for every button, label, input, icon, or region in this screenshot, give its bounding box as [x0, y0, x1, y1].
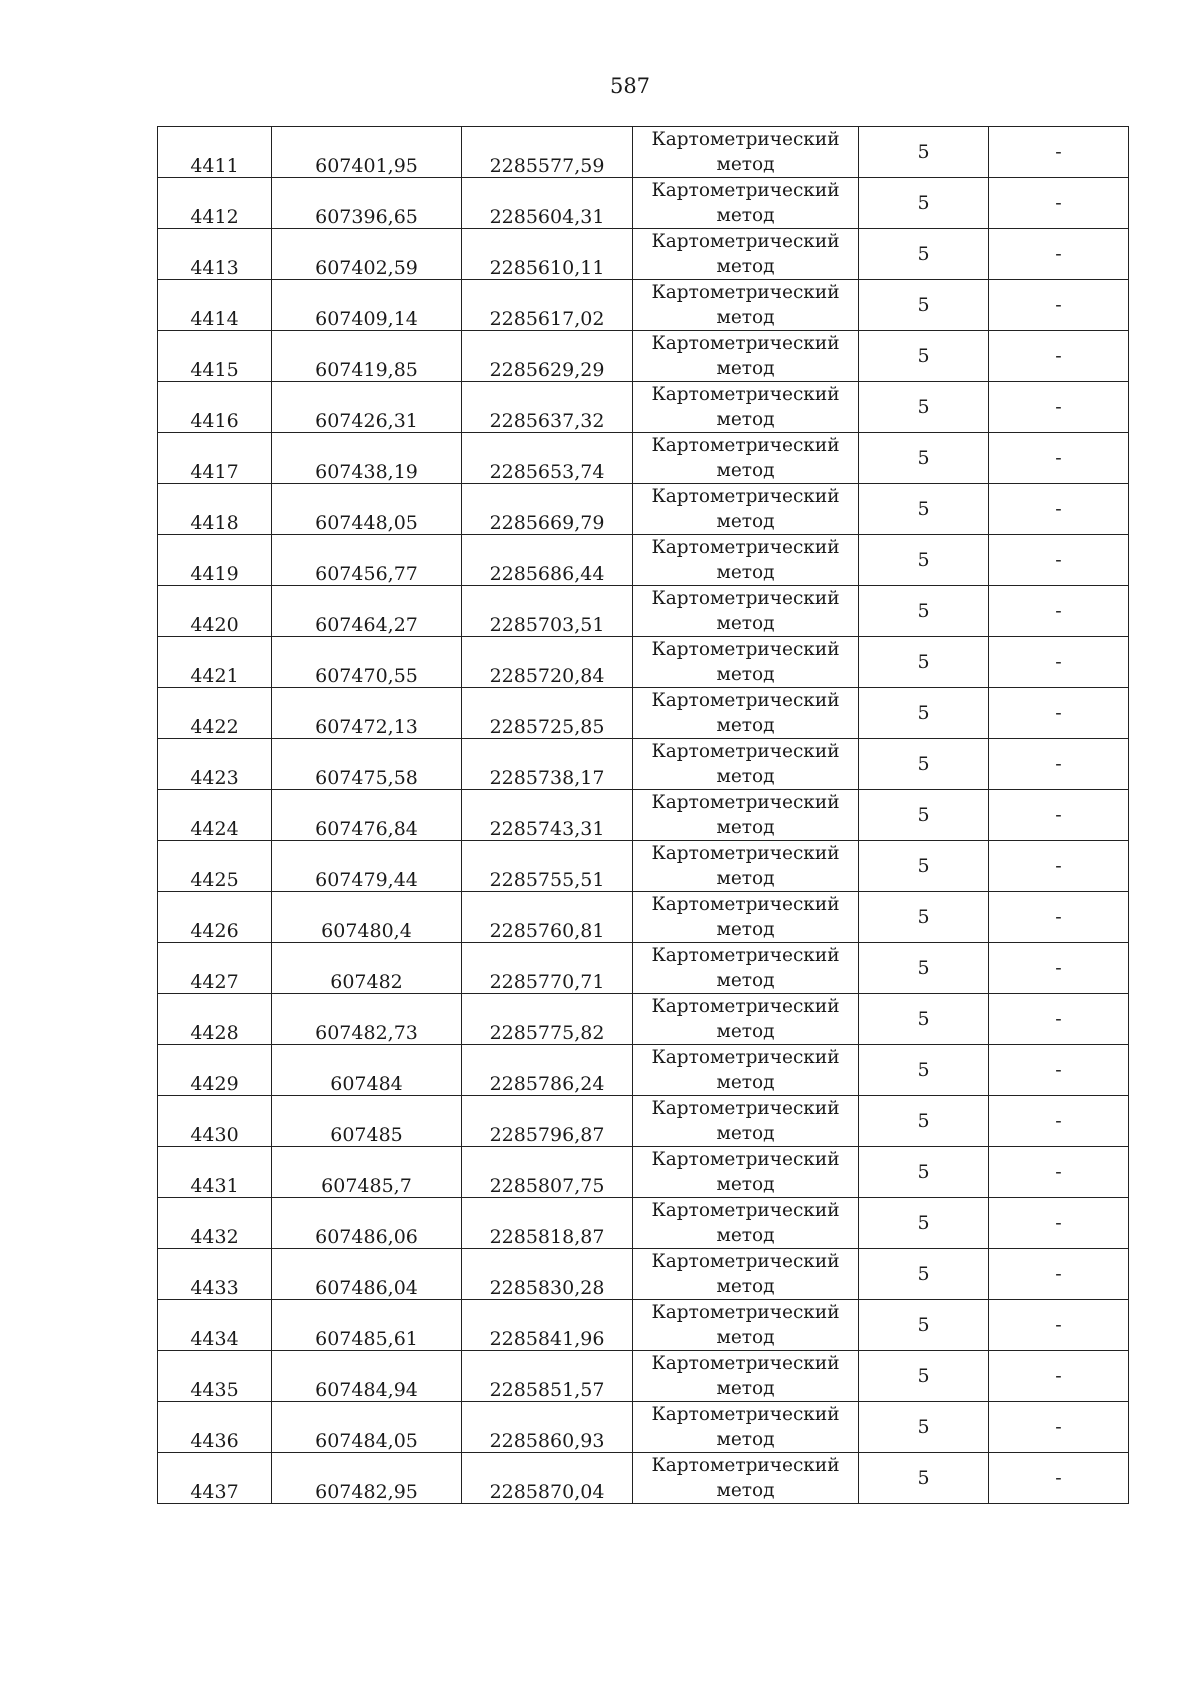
- x-coordinate-cell: 607401,95: [272, 127, 462, 178]
- method-cell: [633, 1147, 859, 1198]
- method-text: Картометрический метод: [651, 792, 840, 838]
- method-text: Картометрический метод: [651, 843, 840, 889]
- precision-cell: 5: [859, 637, 989, 688]
- y-coordinate-cell: 2285617,02: [462, 280, 633, 331]
- method-text: Картометрический метод: [651, 1251, 840, 1297]
- method-text: Картометрический метод: [651, 1353, 840, 1399]
- point-number-cell: 4435: [158, 1351, 272, 1402]
- method-text: Картометрический метод: [651, 741, 840, 787]
- precision-cell: 5: [859, 841, 989, 892]
- table-row: [158, 127, 1129, 178]
- method-cell: [633, 688, 859, 739]
- method-cell: [633, 1249, 859, 1300]
- method-text: Картометрический метод: [651, 282, 840, 328]
- precision-cell: 5: [859, 535, 989, 586]
- y-coordinate-cell: 2285629,29: [462, 331, 633, 382]
- method-cell: [633, 637, 859, 688]
- method-cell: [633, 1198, 859, 1249]
- point-number-cell: 4417: [158, 433, 272, 484]
- y-coordinate-cell: 2285743,31: [462, 790, 633, 841]
- point-number-cell: 4425: [158, 841, 272, 892]
- note-cell: -: [989, 841, 1129, 892]
- table-row: [158, 994, 1129, 1045]
- precision-cell: 5: [859, 484, 989, 535]
- x-coordinate-cell: 607485,61: [272, 1300, 462, 1351]
- x-coordinate-cell: 607486,04: [272, 1249, 462, 1300]
- method-text: Картометрический метод: [651, 588, 840, 634]
- point-number-cell: 4429: [158, 1045, 272, 1096]
- note-cell: -: [989, 790, 1129, 841]
- method-text: Картометрический метод: [651, 1200, 840, 1246]
- method-text: Картометрический метод: [651, 537, 840, 583]
- method-text: Картометрический метод: [651, 180, 840, 226]
- point-number-cell: 4421: [158, 637, 272, 688]
- point-number-cell: 4428: [158, 994, 272, 1045]
- coordinates-table: [157, 126, 1129, 1504]
- precision-cell: 5: [859, 1300, 989, 1351]
- method-cell: [633, 382, 859, 433]
- x-coordinate-cell: 607456,77: [272, 535, 462, 586]
- note-cell: -: [989, 535, 1129, 586]
- point-number-cell: 4411: [158, 127, 272, 178]
- y-coordinate-cell: 2285637,32: [462, 382, 633, 433]
- precision-cell: 5: [859, 994, 989, 1045]
- table-row: [158, 892, 1129, 943]
- point-number-cell: 4422: [158, 688, 272, 739]
- precision-cell: 5: [859, 790, 989, 841]
- table-row: [158, 637, 1129, 688]
- table-row: [158, 1249, 1129, 1300]
- note-cell: -: [989, 1096, 1129, 1147]
- point-number-cell: 4418: [158, 484, 272, 535]
- note-cell: -: [989, 382, 1129, 433]
- note-cell: -: [989, 1198, 1129, 1249]
- table-row: [158, 739, 1129, 790]
- table-row: [158, 943, 1129, 994]
- x-coordinate-cell: 607485: [272, 1096, 462, 1147]
- note-cell: -: [989, 1453, 1129, 1504]
- y-coordinate-cell: 2285725,85: [462, 688, 633, 739]
- x-coordinate-cell: 607464,27: [272, 586, 462, 637]
- method-text: Картометрический метод: [651, 1098, 840, 1144]
- precision-cell: 5: [859, 1402, 989, 1453]
- note-cell: -: [989, 739, 1129, 790]
- x-coordinate-cell: 607402,59: [272, 229, 462, 280]
- point-number-cell: 4427: [158, 943, 272, 994]
- note-cell: -: [989, 943, 1129, 994]
- y-coordinate-cell: 2285807,75: [462, 1147, 633, 1198]
- note-cell: -: [989, 1045, 1129, 1096]
- x-coordinate-cell: 607426,31: [272, 382, 462, 433]
- y-coordinate-cell: 2285760,81: [462, 892, 633, 943]
- point-number-cell: 4420: [158, 586, 272, 637]
- y-coordinate-cell: 2285577,59: [462, 127, 633, 178]
- note-cell: -: [989, 280, 1129, 331]
- y-coordinate-cell: 2285653,74: [462, 433, 633, 484]
- table-row: [158, 178, 1129, 229]
- table-row: [158, 841, 1129, 892]
- method-text: Картометрический метод: [651, 894, 840, 940]
- note-cell: -: [989, 1402, 1129, 1453]
- table-row: [158, 280, 1129, 331]
- method-cell: [633, 229, 859, 280]
- precision-cell: 5: [859, 1147, 989, 1198]
- method-cell: [633, 1045, 859, 1096]
- y-coordinate-cell: 2285669,79: [462, 484, 633, 535]
- y-coordinate-cell: 2285870,04: [462, 1453, 633, 1504]
- x-coordinate-cell: 607482: [272, 943, 462, 994]
- y-coordinate-cell: 2285860,93: [462, 1402, 633, 1453]
- method-cell: [633, 1096, 859, 1147]
- x-coordinate-cell: 607409,14: [272, 280, 462, 331]
- note-cell: -: [989, 484, 1129, 535]
- precision-cell: 5: [859, 280, 989, 331]
- table-row: [158, 484, 1129, 535]
- x-coordinate-cell: 607480,4: [272, 892, 462, 943]
- table-row: [158, 1096, 1129, 1147]
- method-cell: [633, 484, 859, 535]
- note-cell: -: [989, 637, 1129, 688]
- precision-cell: 5: [859, 229, 989, 280]
- table-row: [158, 382, 1129, 433]
- method-text: Картометрический метод: [651, 1047, 840, 1093]
- method-text: Картометрический метод: [651, 1455, 840, 1501]
- point-number-cell: 4426: [158, 892, 272, 943]
- y-coordinate-cell: 2285604,31: [462, 178, 633, 229]
- x-coordinate-cell: 607475,58: [272, 739, 462, 790]
- method-cell: [633, 943, 859, 994]
- method-text: Картометрический метод: [651, 1302, 840, 1348]
- y-coordinate-cell: 2285770,71: [462, 943, 633, 994]
- method-text: Картометрический метод: [651, 1149, 840, 1195]
- note-cell: -: [989, 994, 1129, 1045]
- point-number-cell: 4432: [158, 1198, 272, 1249]
- y-coordinate-cell: 2285786,24: [462, 1045, 633, 1096]
- table-row: [158, 790, 1129, 841]
- method-text: Картометрический метод: [651, 231, 840, 277]
- table-row: [158, 229, 1129, 280]
- method-text: Картометрический метод: [651, 486, 840, 532]
- note-cell: -: [989, 1147, 1129, 1198]
- note-cell: -: [989, 127, 1129, 178]
- point-number-cell: 4433: [158, 1249, 272, 1300]
- method-cell: [633, 433, 859, 484]
- y-coordinate-cell: 2285755,51: [462, 841, 633, 892]
- note-cell: -: [989, 1249, 1129, 1300]
- point-number-cell: 4430: [158, 1096, 272, 1147]
- method-text: Картометрический метод: [651, 690, 840, 736]
- x-coordinate-cell: 607485,7: [272, 1147, 462, 1198]
- precision-cell: 5: [859, 382, 989, 433]
- method-cell: [633, 739, 859, 790]
- precision-cell: 5: [859, 688, 989, 739]
- precision-cell: 5: [859, 331, 989, 382]
- y-coordinate-cell: 2285703,51: [462, 586, 633, 637]
- method-cell: [633, 841, 859, 892]
- method-text: Картометрический метод: [651, 333, 840, 379]
- y-coordinate-cell: 2285686,44: [462, 535, 633, 586]
- method-cell: [633, 1402, 859, 1453]
- point-number-cell: 4412: [158, 178, 272, 229]
- point-number-cell: 4415: [158, 331, 272, 382]
- method-text: Картометрический метод: [651, 996, 840, 1042]
- precision-cell: 5: [859, 127, 989, 178]
- note-cell: -: [989, 331, 1129, 382]
- x-coordinate-cell: 607472,13: [272, 688, 462, 739]
- method-cell: [633, 586, 859, 637]
- x-coordinate-cell: 607484,94: [272, 1351, 462, 1402]
- y-coordinate-cell: 2285720,84: [462, 637, 633, 688]
- x-coordinate-cell: 607482,73: [272, 994, 462, 1045]
- precision-cell: 5: [859, 1249, 989, 1300]
- method-text: Картометрический метод: [651, 435, 840, 481]
- note-cell: -: [989, 1351, 1129, 1402]
- method-text: Картометрический метод: [651, 945, 840, 991]
- precision-cell: 5: [859, 586, 989, 637]
- table-row: [158, 586, 1129, 637]
- method-cell: [633, 331, 859, 382]
- point-number-cell: 4414: [158, 280, 272, 331]
- note-cell: -: [989, 178, 1129, 229]
- table-row: [158, 535, 1129, 586]
- note-cell: -: [989, 688, 1129, 739]
- method-cell: [633, 280, 859, 331]
- note-cell: -: [989, 229, 1129, 280]
- x-coordinate-cell: 607476,84: [272, 790, 462, 841]
- note-cell: -: [989, 892, 1129, 943]
- method-text: Картометрический метод: [651, 384, 840, 430]
- method-text: Картометрический метод: [651, 639, 840, 685]
- x-coordinate-cell: 607486,06: [272, 1198, 462, 1249]
- method-cell: [633, 994, 859, 1045]
- note-cell: -: [989, 433, 1129, 484]
- note-cell: -: [989, 1300, 1129, 1351]
- method-cell: [633, 892, 859, 943]
- precision-cell: 5: [859, 1351, 989, 1402]
- y-coordinate-cell: 2285851,57: [462, 1351, 633, 1402]
- point-number-cell: 4431: [158, 1147, 272, 1198]
- method-cell: [633, 1300, 859, 1351]
- y-coordinate-cell: 2285841,96: [462, 1300, 633, 1351]
- method-cell: [633, 1453, 859, 1504]
- method-cell: [633, 178, 859, 229]
- x-coordinate-cell: 607419,85: [272, 331, 462, 382]
- precision-cell: 5: [859, 1198, 989, 1249]
- y-coordinate-cell: 2285818,87: [462, 1198, 633, 1249]
- method-cell: [633, 1351, 859, 1402]
- y-coordinate-cell: 2285830,28: [462, 1249, 633, 1300]
- y-coordinate-cell: 2285610,11: [462, 229, 633, 280]
- table-row: [158, 1300, 1129, 1351]
- precision-cell: 5: [859, 1045, 989, 1096]
- point-number-cell: 4436: [158, 1402, 272, 1453]
- point-number-cell: 4424: [158, 790, 272, 841]
- x-coordinate-cell: 607448,05: [272, 484, 462, 535]
- precision-cell: 5: [859, 943, 989, 994]
- x-coordinate-cell: 607479,44: [272, 841, 462, 892]
- x-coordinate-cell: 607484: [272, 1045, 462, 1096]
- x-coordinate-cell: 607482,95: [272, 1453, 462, 1504]
- point-number-cell: 4416: [158, 382, 272, 433]
- x-coordinate-cell: 607396,65: [272, 178, 462, 229]
- table-row: [158, 433, 1129, 484]
- table-row: [158, 1147, 1129, 1198]
- point-number-cell: 4423: [158, 739, 272, 790]
- y-coordinate-cell: 2285775,82: [462, 994, 633, 1045]
- precision-cell: 5: [859, 739, 989, 790]
- y-coordinate-cell: 2285738,17: [462, 739, 633, 790]
- precision-cell: 5: [859, 1453, 989, 1504]
- point-number-cell: 4419: [158, 535, 272, 586]
- point-number-cell: 4413: [158, 229, 272, 280]
- point-number-cell: 4434: [158, 1300, 272, 1351]
- precision-cell: 5: [859, 433, 989, 484]
- table-row: [158, 331, 1129, 382]
- point-number-cell: 4437: [158, 1453, 272, 1504]
- table-row: [158, 1198, 1129, 1249]
- method-cell: [633, 127, 859, 178]
- x-coordinate-cell: 607484,05: [272, 1402, 462, 1453]
- method-text: Картометрический метод: [651, 129, 840, 175]
- y-coordinate-cell: 2285796,87: [462, 1096, 633, 1147]
- page-number: 587: [609, 74, 651, 98]
- table-row: [158, 1045, 1129, 1096]
- table-row: [158, 1402, 1129, 1453]
- table-row: [158, 1453, 1129, 1504]
- precision-cell: 5: [859, 892, 989, 943]
- note-cell: -: [989, 586, 1129, 637]
- method-text: Картометрический метод: [651, 1404, 840, 1450]
- table-row: [158, 1351, 1129, 1402]
- table-row: [158, 688, 1129, 739]
- x-coordinate-cell: 607470,55: [272, 637, 462, 688]
- x-coordinate-cell: 607438,19: [272, 433, 462, 484]
- table-body: [158, 127, 1129, 1504]
- method-cell: [633, 535, 859, 586]
- precision-cell: 5: [859, 178, 989, 229]
- precision-cell: 5: [859, 1096, 989, 1147]
- method-cell: [633, 790, 859, 841]
